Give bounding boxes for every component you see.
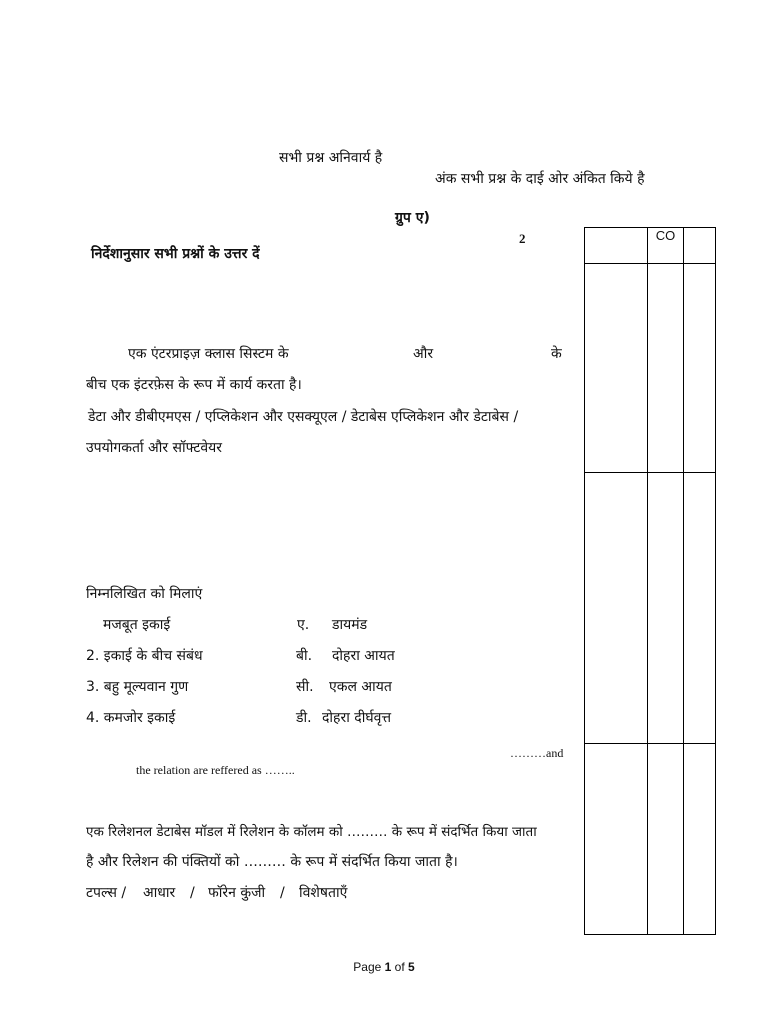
table-cell xyxy=(648,473,684,744)
q1-part2: और xyxy=(413,346,434,362)
table-cell xyxy=(684,744,716,935)
q3-line2: है और रिलेशन की पंक्तियों को ……… के रूप में संदर्भित किया जाता है। xyxy=(86,854,458,870)
q1-options-line1: डेटा और डीबीएमएस / एप्लिकेशन और एसक्यूएल / डेटाबेस एप्लिकेशन और डेटाबेस / xyxy=(88,409,519,425)
q2-left-item: 2. इकाई के बीच संबंध xyxy=(86,648,203,664)
q1-options-line2: उपयोगकर्ता और सॉफ्टवेयर xyxy=(86,440,223,456)
q3-line1: एक रिलेशनल डेटाबेस मॉडल में रिलेशन के कॉलम को ……… के रूप में संदर्भित किया जाता xyxy=(86,824,537,840)
q2-title: निम्नलिखित को मिलाएं xyxy=(86,586,203,602)
q2-right-item: दोहरा आयत xyxy=(332,648,395,664)
table-cell xyxy=(684,264,716,473)
page-total: 5 xyxy=(408,960,415,974)
q3-and-text: ………and xyxy=(510,746,564,760)
q3-option: विशेषताएँ xyxy=(299,885,348,901)
group-label: ग्रुप ए) xyxy=(395,210,430,226)
page-current: 1 xyxy=(384,960,392,974)
section-title: निर्देशानुसार सभी प्रश्नों के उत्तर दें xyxy=(91,246,260,262)
q1-part1: एक एंटरप्राइज़ क्लास सिस्टम के xyxy=(128,346,289,362)
q2-right-item: डायमंड xyxy=(332,617,368,633)
q3-relation-text: the relation are reffered as …….. xyxy=(136,763,295,777)
q2-right-letter: बी. xyxy=(296,648,313,664)
q2-right-item: एकल आयत xyxy=(329,679,392,695)
table-cell xyxy=(684,473,716,744)
table-cell xyxy=(585,228,648,264)
q3-option: फॉरेन कुंजी xyxy=(208,885,266,901)
footer-prefix: Page xyxy=(353,960,385,974)
q2-right-letter: डी. xyxy=(296,710,312,726)
instruction-all: सभी प्रश्न अनिवार्य है xyxy=(279,150,383,166)
table-cell xyxy=(648,264,684,473)
q2-right-letter: ए. xyxy=(297,617,310,633)
table-cell xyxy=(585,473,648,744)
q1-line2: बीच एक इंटरफ़ेस के रूप में कार्य करता है। xyxy=(86,377,302,393)
marks-table xyxy=(584,227,716,935)
q3-option-separator: / xyxy=(190,885,195,901)
q3-option: आधार xyxy=(143,885,176,901)
q3-option: टपल्स / xyxy=(86,885,127,901)
q2-left-item: 4. कमजोर इकाई xyxy=(86,710,176,726)
q2-left-item: मजबूत इकाई xyxy=(103,617,171,633)
page-footer xyxy=(0,960,768,974)
q2-right-letter: सी. xyxy=(296,679,314,695)
instruction-marks: अंक सभी प्रश्न के दाई ओर अंकित किये है xyxy=(435,171,645,187)
marks-value: 2 xyxy=(519,231,526,246)
table-cell xyxy=(684,228,716,264)
table-cell xyxy=(585,264,648,473)
footer-middle: of xyxy=(391,960,409,974)
q2-left-item: 3. बहु मूल्यवान गुण xyxy=(86,679,189,695)
q2-right-item: दोहरा दीर्घवृत्त xyxy=(322,710,392,726)
co-header: CO xyxy=(648,228,684,264)
table-cell xyxy=(585,744,648,935)
q1-part3: के xyxy=(551,346,562,362)
table-cell xyxy=(648,744,684,935)
q3-option-separator: / xyxy=(280,885,285,901)
